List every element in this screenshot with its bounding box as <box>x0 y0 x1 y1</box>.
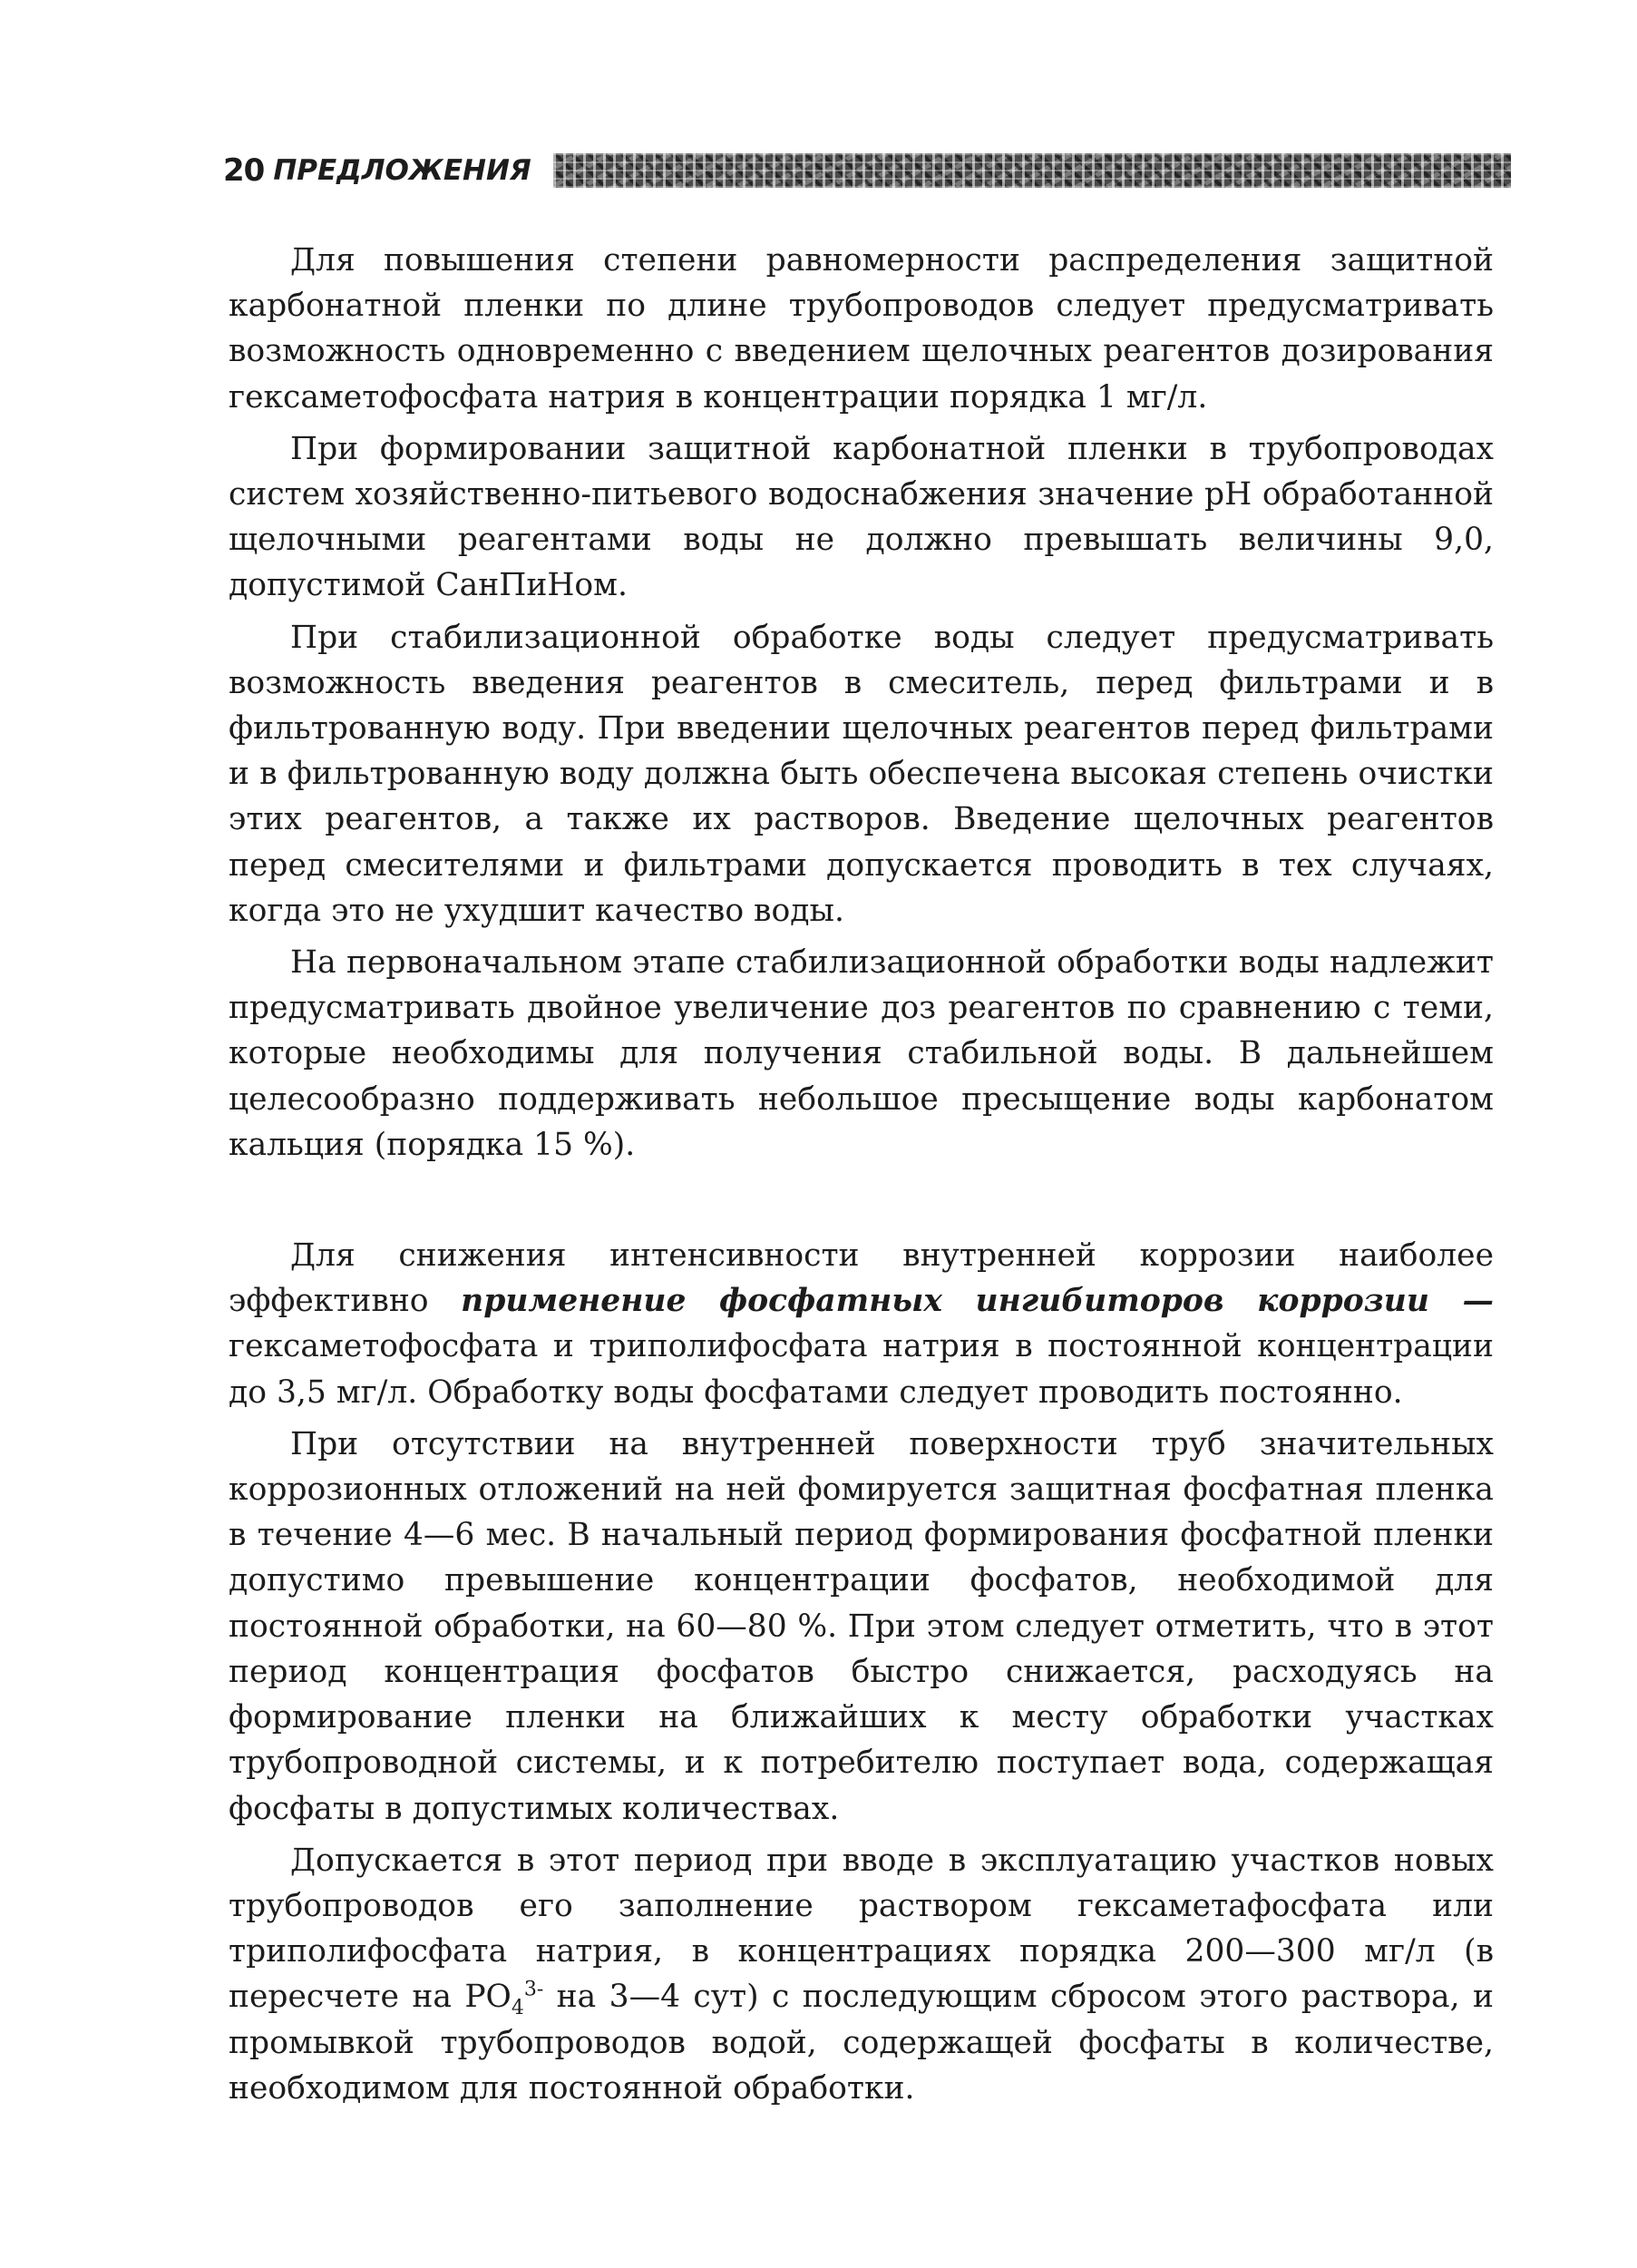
decorative-header-bar <box>553 153 1511 188</box>
paragraph-initial-stage-doses: На первоначальном этапе стабилизационной обработки воды надлежит предусматривать двойное увеличение доз реагентов по сравнению с теми, которые необходимы для получения стабильной воды. В дальнейшем целесообразно поддерживать небольшое пресыщение воды карбонатом кальция (порядка 15 %). <box>229 944 1494 1163</box>
phosphate-inhibitors-emphasis: применение фосфатных ингибиторов коррозии — <box>461 1283 1494 1320</box>
page-body <box>229 238 1494 2111</box>
page-number: 20 <box>223 152 265 189</box>
paragraph-new-pipelines-lead: Допускается в этот период при вводе в эксплуатацию участков новых трубопроводов его заполнение раствором гексаметафосфата или триполифосфата натрия, в концентрациях порядка 200—300 мг/л (в пересчете на РО <box>229 1842 1494 2016</box>
section-title: ПРЕДЛОЖЕНИЯ <box>273 154 531 187</box>
paragraph-carbonate-film-uniformity: Для повышения степени равномерности распределения защитной карбонатной пленки по длине трубопроводов следует предусматривать возможность одновременно с введением щелочных реагентов дозирования гексаметофосфата натрия в концентрации порядка 1 мг/л. <box>229 242 1494 415</box>
paragraph-phosphate-film-formation: При отсутствии на внутренней поверхности труб значительных коррозионных отложений на ней фомируется защитная фосфатная пленка в течение 4—6 мес. В начальный период формирования фосфатной пленки допустимо превышение концентрации фосфатов, необходимой для постоянной обработки, на 60—80 %. При этом следует отметить, что в этот период концентрация фосфатов быстро снижается, расходуясь на формирование пленки на ближайших к месту обработки участках трубопроводной системы, и к потребителю поступает вода, содержащая фосфаты в допустимых количествах. <box>229 1425 1494 1827</box>
paragraph-new-pipelines-tail: на 3—4 сут) с последующим сбросом этого раствора, и промывкой трубопроводов водой, содержащей фосфаты в количестве, необходимом для постоянной обработки. <box>229 1979 1494 2107</box>
paragraph-stabilization-dosing-points: При стабилизационной обработке воды следует предусматривать возможность введения реагентов в смеситель, перед фильтрами и в фильтрованную воду. При введении щелочных реагентов перед фильтрами и в фильтрованную воду должна быть обеспечена высокая степень очистки этих реагентов, а также их растворов. Введение щелочных реагентов перед смесителями и фильтрами допускается проводить в тех случаях, когда это не ухудшит качество воды. <box>229 619 1494 929</box>
po4-superscript: 3- <box>523 1978 544 2001</box>
paragraph-phosphate-inhibitors-lead: Для снижения интенсивности внутренней коррозии наиболее эффективно <box>229 1237 1494 1320</box>
paragraph-phosphate-inhibitors-tail: гексаметофосфата и триполифосфата натрия в постоянной концентрации до 3,5 мг/л. Обработку воды фосфатами следует проводить постоянно. <box>229 1328 1494 1411</box>
page-header <box>223 145 1511 196</box>
paragraph-new-pipelines-filling <box>229 1838 1494 2111</box>
po4-subscript: 4 <box>511 1997 524 2020</box>
paragraph-ph-limit: При формировании защитной карбонатной пленки в трубопроводах систем хозяйственно-питьевого водоснабжения значение рН обработанной щелочными реагентами воды не должно превышать величины 9,0, допустимой СанПиНом. <box>229 430 1494 604</box>
paragraph-phosphate-inhibitors <box>229 1233 1494 1415</box>
